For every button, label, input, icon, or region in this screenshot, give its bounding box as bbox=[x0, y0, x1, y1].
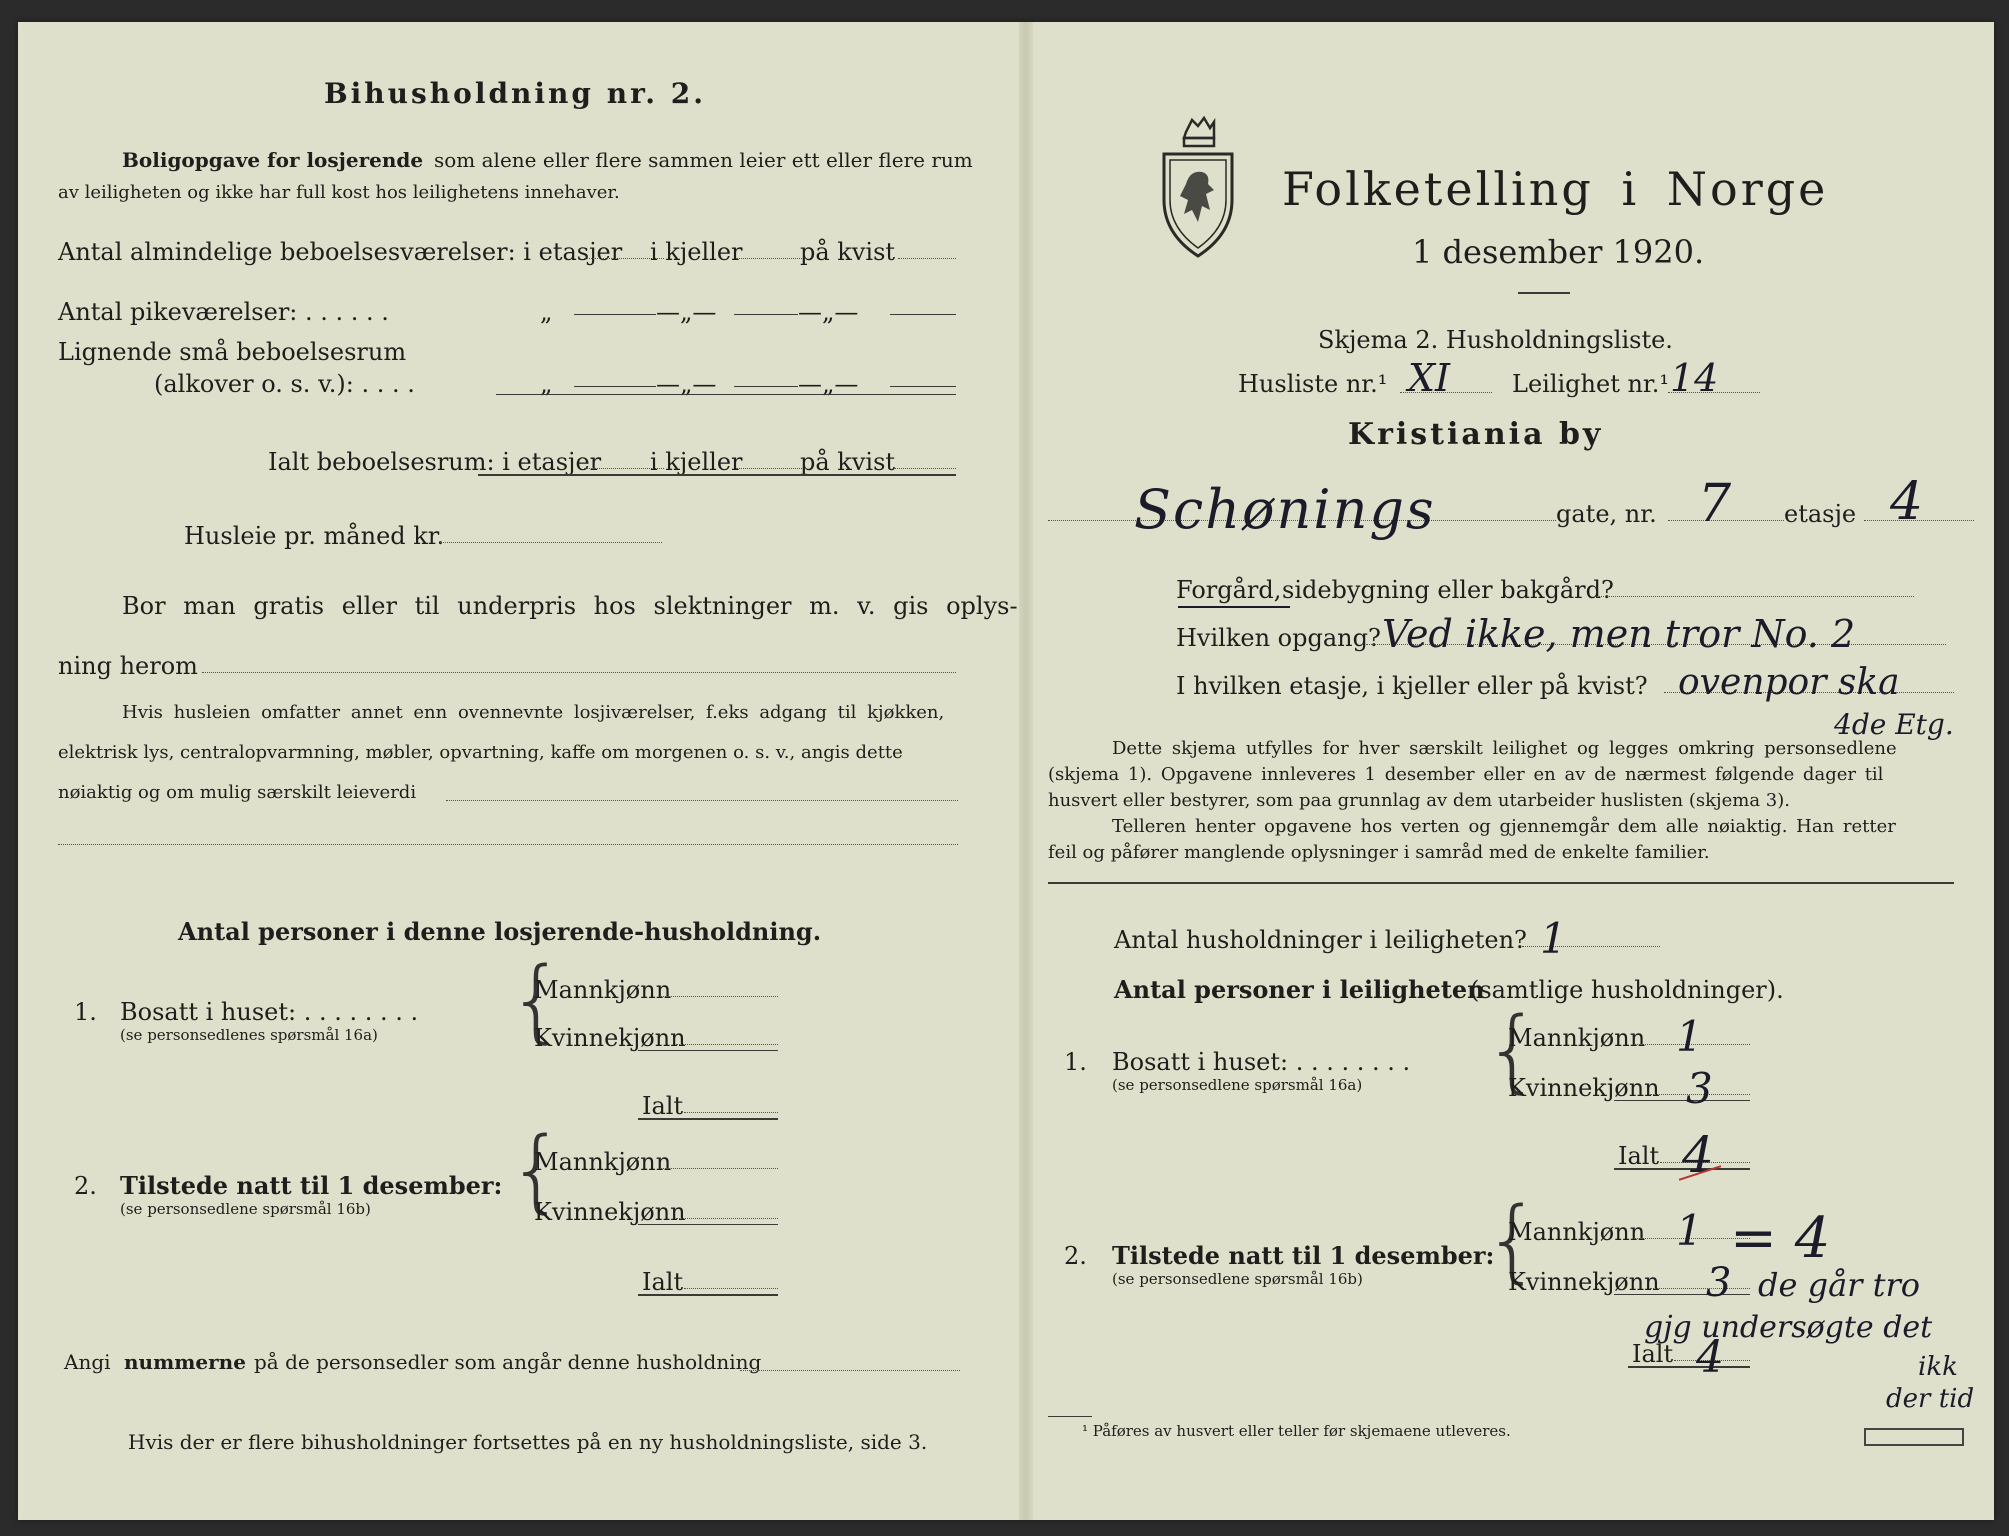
hw-q2-total: 4 bbox=[1696, 1332, 1724, 1383]
left-q1-label: Bosatt i huset: . . . . . . . . bbox=[120, 998, 419, 1026]
schema-label: Skjema 2. Husholdningsliste. bbox=[1318, 326, 1673, 354]
leilighet-label: Leilighet nr.¹ bbox=[1512, 370, 1670, 398]
total-rooms-kjeller: i kjeller bbox=[650, 448, 743, 476]
pike-ditto: „ bbox=[540, 298, 553, 326]
right-q1-num: 1. bbox=[1064, 1048, 1087, 1076]
hw-etasje: 4 bbox=[1890, 472, 1924, 532]
right-q2-male: Mannkjønn bbox=[1508, 1218, 1646, 1246]
incl-line-3: nøiaktig og om mulig særskilt leieverdi bbox=[58, 782, 417, 803]
floor-label: I hvilken etasje, i kjeller eller på kvist? bbox=[1176, 672, 1648, 700]
hw-q2-male: 1 bbox=[1676, 1206, 1703, 1255]
free-line-1: Bor man gratis eller til underpris hos slektninger m. v. gis oplys- bbox=[122, 592, 1018, 620]
right-title: Folketelling i Norge bbox=[1282, 162, 1829, 216]
etasje-label: etasje bbox=[1784, 500, 1857, 528]
numbers-bold: nummerne bbox=[124, 1350, 246, 1374]
total-rooms-label: Ialt beboelsesrum: i etasjer bbox=[268, 448, 602, 476]
footnote: ¹ Påføres av husvert eller teller før skjemaene utleveres. bbox=[1082, 1422, 1511, 1440]
persons-heading: Antal personer i denne losjerende-husholdning. bbox=[178, 917, 822, 946]
small-ditto-2: —„— bbox=[656, 370, 717, 398]
left-q2-sub: (se personsedlene spørsmål 16b) bbox=[120, 1200, 371, 1218]
incl-line-1: Hvis husleien omfatter annet enn ovennevnte losjiværelser, f.eks adgang til kjøkken, bbox=[122, 702, 945, 723]
left-q1-male: Mannkjønn bbox=[534, 976, 672, 1004]
hw-opgang: Ved ikke, men tror No. 2 bbox=[1382, 612, 1856, 656]
hw-q1-total: 4 bbox=[1682, 1126, 1714, 1184]
hw-husliste: XI bbox=[1408, 356, 1451, 400]
incl-line-2: elektrisk lys, centralopvarmning, møbler, opvartning, kaffe om morgenen o. s. v., angis dette bbox=[58, 742, 903, 763]
left-q1-num: 1. bbox=[74, 998, 97, 1026]
right-q2-sub: (se personsedlene spørsmål 16b) bbox=[1112, 1270, 1363, 1288]
instr-line-1: Dette skjema utfylles for hver særskilt leilighet og legges omkring personsedlene bbox=[1112, 738, 1897, 759]
hw-street: Schønings bbox=[1134, 478, 1436, 541]
right-q2-total: Ialt bbox=[1632, 1340, 1674, 1368]
right-date: 1 desember 1920. bbox=[1412, 233, 1705, 271]
left-q1-sub: (se personsedlenes spørsmål 16a) bbox=[120, 1026, 378, 1044]
pike-ditto-2: —„— bbox=[656, 298, 717, 326]
forgard-rest: sidebygning eller bakgård? bbox=[1282, 576, 1614, 604]
left-q2-female: Kvinnekjønn bbox=[534, 1198, 686, 1226]
instr-line-3: husvert eller bestyrer, som paa grunnlag av dem utarbeider huslisten (skjema 3). bbox=[1048, 790, 1790, 811]
norway-coat-of-arms-icon bbox=[1158, 114, 1238, 262]
hw-floor-2: 4de Etg. bbox=[1834, 708, 1954, 741]
pike-ditto-3: —„— bbox=[798, 298, 859, 326]
left-q1-female: Kvinnekjønn bbox=[534, 1024, 686, 1052]
left-q2-num: 2. bbox=[74, 1172, 97, 1200]
rooms-kjeller: i kjeller bbox=[650, 238, 743, 266]
total-rooms-kvist: på kvist bbox=[800, 448, 896, 476]
persons-rest: (samtlige husholdninger). bbox=[1470, 976, 1784, 1004]
right-q2-num: 2. bbox=[1064, 1242, 1087, 1270]
left-q1-total: Ialt bbox=[642, 1092, 684, 1120]
gate-label: gate, nr. bbox=[1556, 500, 1657, 528]
small-rooms-label-2: (alkover o. s. v.): . . . . bbox=[154, 370, 415, 398]
hw-note-3: ikk bbox=[1918, 1352, 1958, 1382]
hw-households: 1 bbox=[1540, 914, 1567, 963]
small-rooms-label-1: Lignende små beboelsesrum bbox=[58, 338, 407, 366]
rooms-label: Antal almindelige beboelsesværelser: i etasjer bbox=[58, 238, 623, 266]
forgard-label: Forgård, bbox=[1176, 576, 1282, 604]
right-q2-female: Kvinnekjønn bbox=[1508, 1268, 1660, 1296]
opgang-label: Hvilken opgang? bbox=[1176, 624, 1381, 652]
hw-q1-female: 3 bbox=[1686, 1064, 1713, 1113]
city-label: Kristiania by bbox=[1348, 417, 1604, 452]
instr-line-4: Telleren henter opgavene hos verten og gjennemgår dem alle nøiaktig. Han retter bbox=[1112, 816, 1896, 837]
households-label: Antal husholdninger i leiligheten? bbox=[1114, 926, 1527, 954]
hw-note-2: gjg undersøgte det bbox=[1644, 1310, 1933, 1345]
rooms-kvist: på kvist bbox=[800, 238, 896, 266]
right-q1-sub: (se personsedlene spørsmål 16a) bbox=[1112, 1076, 1363, 1094]
numbers-pre: Angi bbox=[64, 1350, 111, 1374]
hw-leilighet: 14 bbox=[1670, 356, 1719, 400]
left-title: Bihusholdning nr. 2. bbox=[324, 77, 706, 110]
instr-line-5: feil og påfører manglende oplysninger i samråd med de enkelte familier. bbox=[1048, 842, 1710, 863]
right-q1-label: Bosatt i huset: . . . . . . . . bbox=[1112, 1048, 1411, 1076]
hw-q2-female: 3 bbox=[1706, 1260, 1732, 1306]
left-footer: Hvis der er flere bihusholdninger fortsettes på en ny husholdningsliste, side 3. bbox=[128, 1430, 928, 1454]
right-q2-label: Tilstede natt til 1 desember: bbox=[1112, 1241, 1495, 1270]
right-q1-female: Kvinnekjønn bbox=[1508, 1074, 1660, 1102]
hw-gate-nr: 7 bbox=[1698, 474, 1732, 534]
census-sheet: Bihusholdning nr. 2. Boligopgave for losjerende som alene eller flere sammen leier ett eller flere rum av leiligheten og ikke har full kost hos leilighetens innehaver. Antal almindelige beboelsesværelser: i etasjer i kjeller på kvist Antal pikeværelser: . . . . . . „ —„— —„— Lignende små beboelsesrum (alkover o. s. v.): . . . . „ —„— —„— Ialt beboelsesrum: i etasjer i kjeller på kvist Husleie pr. måned kr. Bor man gratis eller til underpris hos slektninger m. v. gis oplys- ning herom Hvis husleien omfatter annet enn ovennevnte losjiværelser, f.eks adgang til kjøkken, elektrisk lys, centralopvarmning, møbler, opvartning, kaffe om morgenen o. s. v., angis dette nøiaktig og om mulig særskilt leieverdi Antal personer i denne losjerende-husholdning. 1. Bosatt i huset: . . . . . . . . (se personsedlenes spørsmål 16a) { Mannkjønn Kvinnekjønn Ialt 2. Tilstede natt til 1 desember: (se personsedlene spørsmål 16b) { Mannkjønn Kvinnekjønn Ialt Angi nummerne på de personsedler som angår denne husholdning Hvis der er flere bihusholdninger fortsettes på en ny husholdningsliste, side 3. Folketelling i Norge 1 desember 1920. Skjema 2. Husholdningsliste. Husliste nr.¹ Leilighet nr.¹ Kristiania by gate, nr. etasje Forgård, sidebygning eller bakgård? Hvilken opgang? I hvilken etasje, i kjeller eller på kvist? Dette skjema utfylles for hver særskilt leilighet og legges omkring personsedlene (skjema 1). Opgavene innleveres 1 desember eller en av de nærmest følgende dager til husvert eller bestyrer, som paa grunnlag av dem utarbeider huslisten (skjema 3). Telleren henter opgavene hos verten og gjennemgår dem alle nøiaktig. Han retter feil og påfører manglende oplysninger i samråd med de enkelte familier. Antal husholdninger i leiligheten? Antal personer i leiligheten (samtlige husholdninger). 1. Bosatt i huset: . . . . . . . . (se personsedlene spørsmål 16a) { Mannkjønn Kvinnekjønn Ialt 2. Tilstede natt til 1 desember: (se personsedlene spørsmål 16b) { Mannkjønn Kvinnekjønn Ialt ¹ Påføres av husvert eller teller før skjemaene utleveres. XI 14 Schønings 7 4 Ved ikke, men tror No. 2 ovenpor ska 4de Etg. 1 1 3 4 1 = 4 3 de går tro gjg undersøgte det 4 ikk der tid bbox=[18, 22, 1994, 1520]
right-q1-male: Mannkjønn bbox=[1508, 1024, 1646, 1052]
intro-rest: som alene eller flere sammen leier ett eller flere rum bbox=[434, 148, 973, 172]
printer-stamp bbox=[1864, 1428, 1964, 1446]
husliste-label: Husliste nr.¹ bbox=[1238, 370, 1388, 398]
instr-line-2: (skjema 1). Opgavene innleveres 1 desember eller en av de nærmest følgende dager til bbox=[1048, 764, 1884, 785]
page-fold bbox=[1019, 22, 1033, 1520]
left-q2-label: Tilstede natt til 1 desember: bbox=[120, 1171, 503, 1200]
hw-q2-sum: = 4 bbox=[1730, 1206, 1831, 1271]
hw-note-1: de går tro bbox=[1758, 1266, 1921, 1304]
small-ditto: „ bbox=[540, 370, 553, 398]
rent-label: Husleie pr. måned kr. bbox=[184, 522, 445, 550]
hw-floor: ovenpor ska bbox=[1678, 662, 1900, 703]
hw-q1-male: 1 bbox=[1676, 1012, 1703, 1061]
persons-bold: Antal personer i leiligheten bbox=[1114, 975, 1485, 1004]
left-q2-total: Ialt bbox=[642, 1268, 684, 1296]
numbers-rest: på de personsedler som angår denne husholdning bbox=[254, 1350, 762, 1374]
intro-line-2: av leiligheten og ikke har full kost hos leilighetens innehaver. bbox=[58, 182, 620, 203]
right-q1-total: Ialt bbox=[1618, 1142, 1660, 1170]
free-line-2: ning herom bbox=[58, 652, 198, 680]
small-ditto-3: —„— bbox=[798, 370, 859, 398]
pike-label: Antal pikeværelser: . . . . . . bbox=[58, 298, 389, 326]
left-q2-male: Mannkjønn bbox=[534, 1148, 672, 1176]
forgard-underline bbox=[1178, 606, 1290, 608]
hw-note-4: der tid bbox=[1886, 1384, 1975, 1414]
intro-bold: Boligopgave for losjerende bbox=[122, 148, 424, 172]
